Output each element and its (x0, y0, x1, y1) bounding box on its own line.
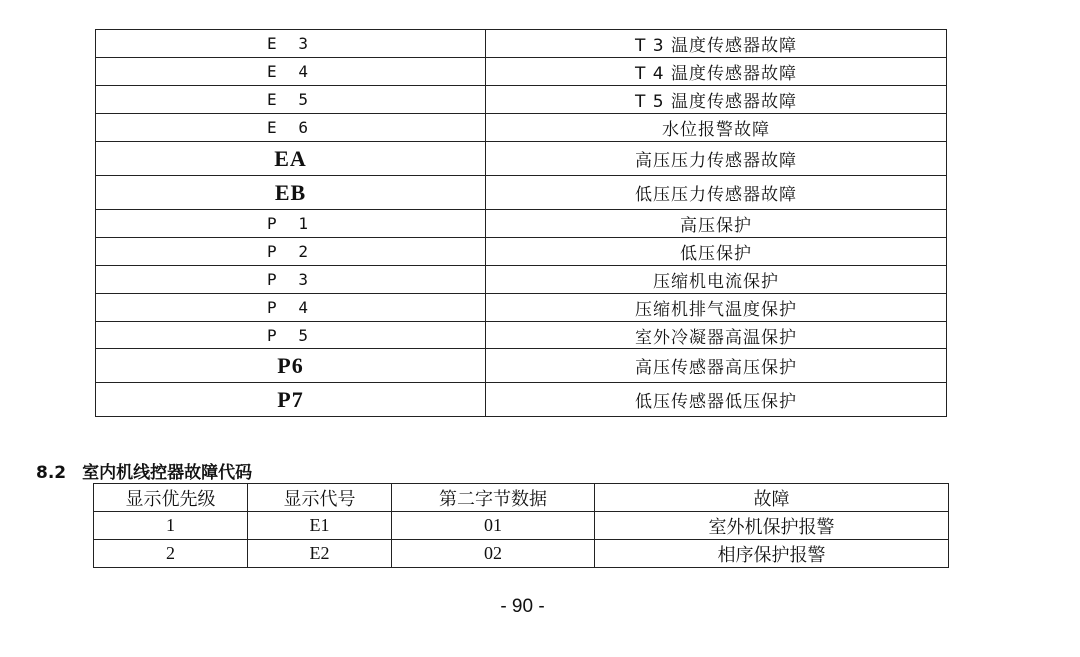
fault-code-table (95, 29, 947, 417)
table-row (96, 266, 947, 294)
fault-code-cell: P 5 (96, 322, 486, 349)
priority-cell: 2 (94, 540, 248, 568)
table-row (96, 322, 947, 349)
section-number: 8.2 (36, 463, 67, 483)
table-row (96, 30, 947, 58)
fault-desc-cell: T 3 温度传感器故障 (486, 30, 947, 58)
table-header-row (94, 484, 949, 512)
code-cell: E2 (248, 540, 392, 568)
section-title: 室内机线控器故障代码 (82, 463, 253, 483)
code-cell: E1 (248, 512, 392, 540)
fault-desc-cell: 低压传感器低压保护 (486, 383, 947, 417)
fault-desc-cell: 室外冷凝器高温保护 (486, 322, 947, 349)
table-row (94, 540, 949, 568)
table-row (96, 114, 947, 142)
column-header-code: 显示代号 (248, 484, 392, 512)
fault-code-cell: P 1 (96, 210, 486, 238)
fault-code-cell: E 4 (96, 58, 486, 86)
controller-fault-table (93, 483, 949, 568)
table-row (96, 210, 947, 238)
table-row (96, 294, 947, 322)
fault-desc-cell: T 4 温度传感器故障 (486, 58, 947, 86)
fault-code-cell: P 3 (96, 266, 486, 294)
table-row (96, 238, 947, 266)
page-number: - 90 - (500, 596, 545, 617)
fault-code-cell: E 3 (96, 30, 486, 58)
fault-cell: 室外机保护报警 (595, 512, 949, 540)
table-row (96, 58, 947, 86)
fault-desc-cell: 高压压力传感器故障 (486, 142, 947, 176)
fault-desc-cell: T 5 温度传感器故障 (486, 86, 947, 114)
table-row (94, 512, 949, 540)
fault-desc-cell: 低压压力传感器故障 (486, 176, 947, 210)
section-heading (36, 458, 252, 483)
fault-code-cell: P7 (96, 383, 486, 417)
column-header-second-byte: 第二字节数据 (392, 484, 595, 512)
fault-desc-cell: 高压传感器高压保护 (486, 349, 947, 383)
fault-code-cell: EA (96, 142, 486, 176)
fault-code-cell: P 4 (96, 294, 486, 322)
second-byte-cell: 02 (392, 540, 595, 568)
fault-code-cell: EB (96, 176, 486, 210)
fault-desc-cell: 压缩机排气温度保护 (486, 294, 947, 322)
table-row (96, 349, 947, 383)
fault-code-cell: E 6 (96, 114, 486, 142)
second-byte-cell: 01 (392, 512, 595, 540)
table-row (96, 383, 947, 417)
fault-desc-cell: 压缩机电流保护 (486, 266, 947, 294)
table-row (96, 142, 947, 176)
column-header-priority: 显示优先级 (94, 484, 248, 512)
fault-code-cell: P6 (96, 349, 486, 383)
fault-code-cell: P 2 (96, 238, 486, 266)
table-row (96, 176, 947, 210)
fault-desc-cell: 低压保护 (486, 238, 947, 266)
column-header-fault: 故障 (595, 484, 949, 512)
fault-desc-cell: 水位报警故障 (486, 114, 947, 142)
fault-code-cell: E 5 (96, 86, 486, 114)
priority-cell: 1 (94, 512, 248, 540)
fault-cell: 相序保护报警 (595, 540, 949, 568)
table-row (96, 86, 947, 114)
fault-desc-cell: 高压保护 (486, 210, 947, 238)
